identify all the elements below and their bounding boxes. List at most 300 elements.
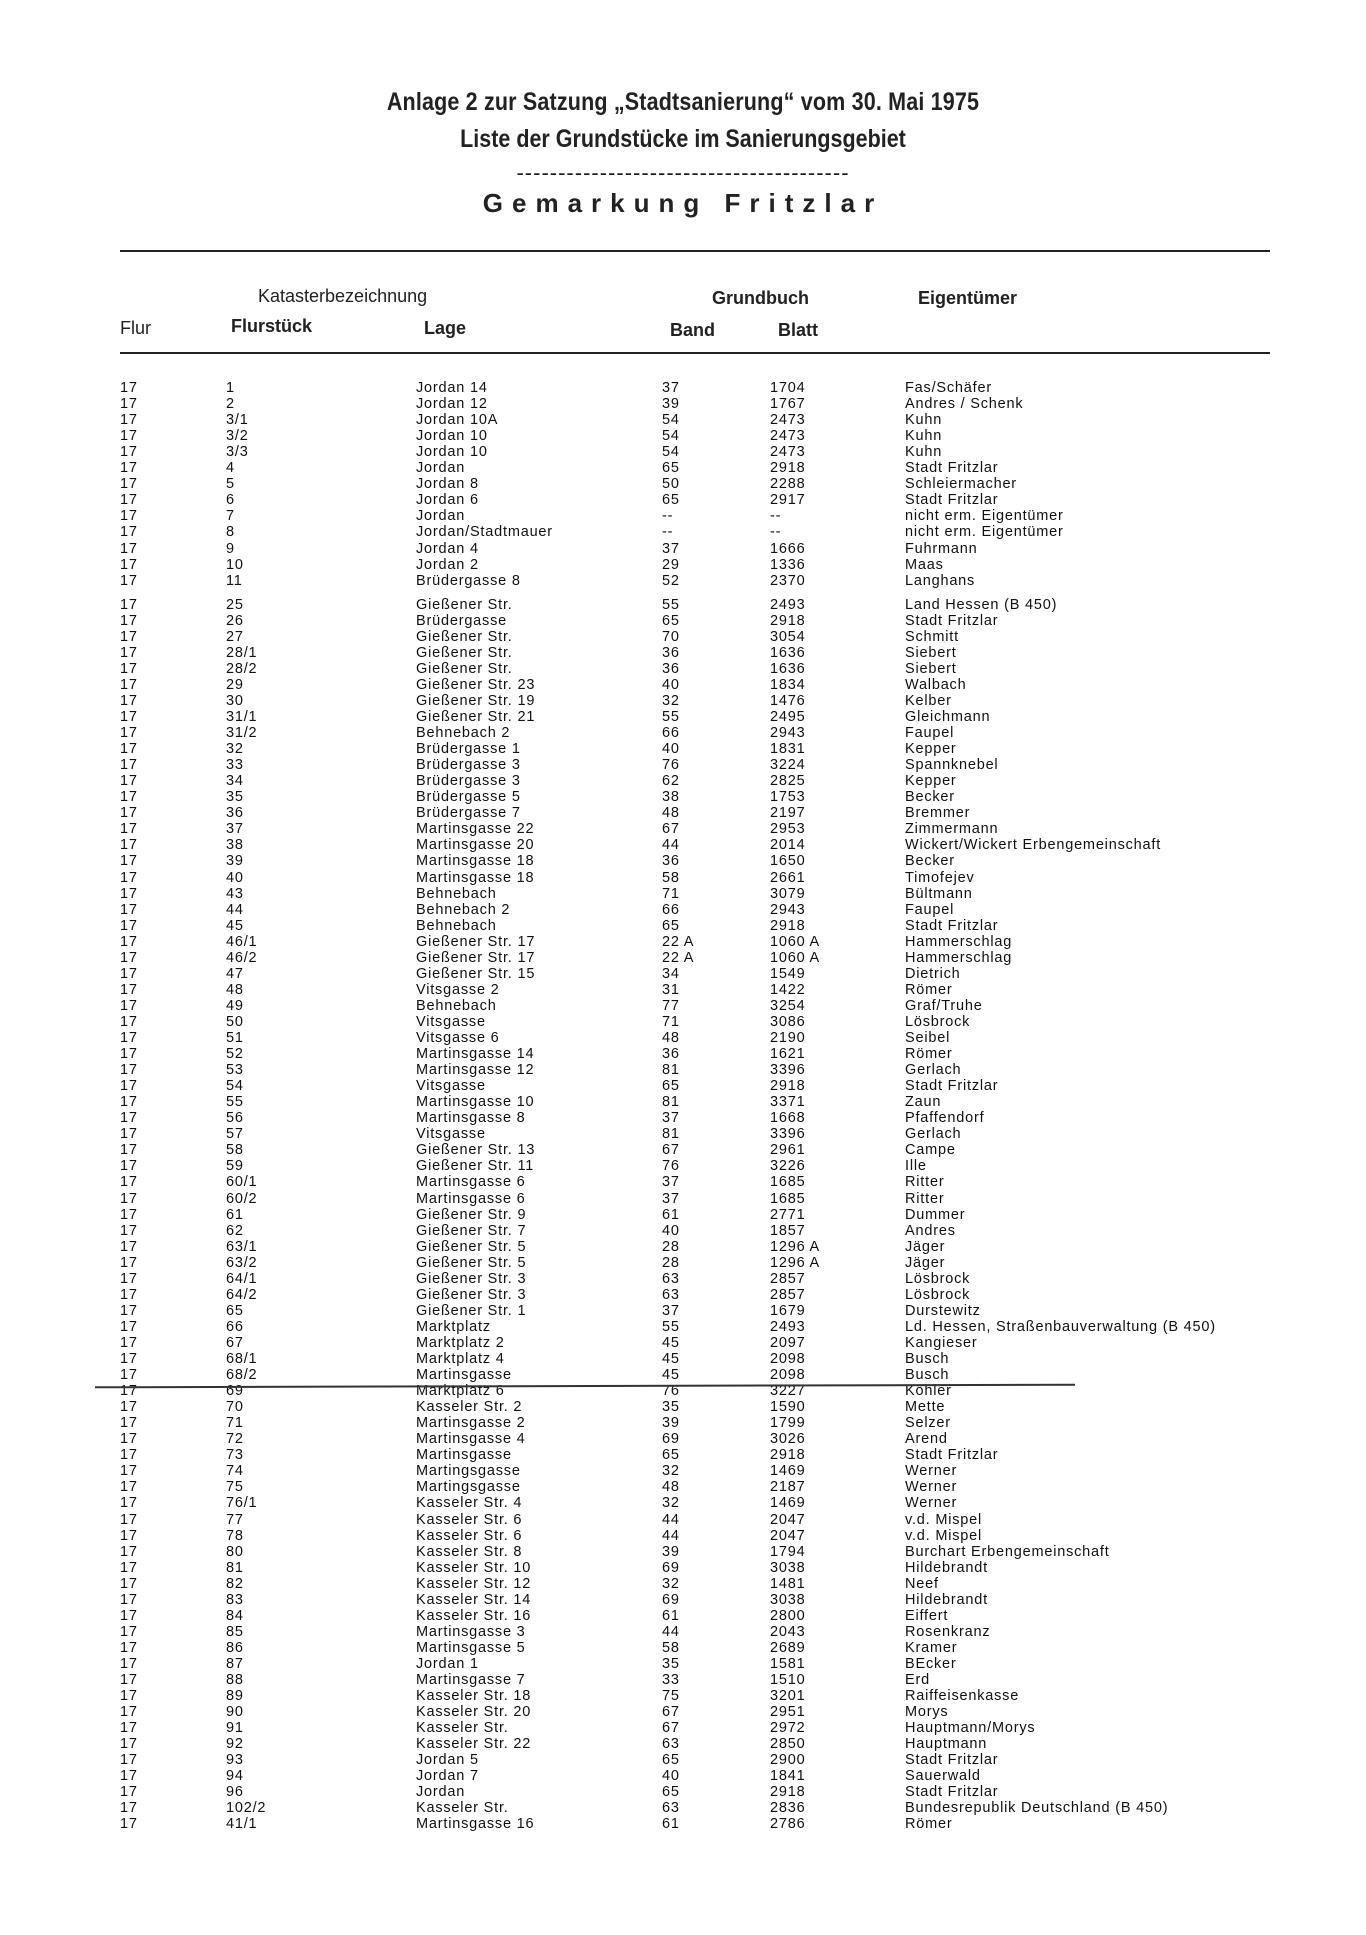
- cell-eigentuemer: Stadt Fritzlar: [905, 1447, 999, 1464]
- cell-lage: Jordan 10: [416, 428, 488, 445]
- cell-blatt: 2972: [770, 1720, 806, 1737]
- table-row: [0, 837, 1366, 853]
- cell-blatt: 1767: [770, 396, 806, 413]
- cell-flurstueck: 47: [226, 965, 244, 982]
- cell-flurstueck: 2: [226, 396, 235, 413]
- cell-flurstueck: 89: [226, 1688, 244, 1705]
- cell-flurstueck: 46/1: [226, 933, 258, 950]
- cell-blatt: 1857: [770, 1222, 806, 1239]
- cell-flurstueck: 73: [226, 1447, 244, 1464]
- cell-band: 44: [662, 1527, 680, 1544]
- cell-flurstueck: 53: [226, 1062, 244, 1079]
- table-row: [0, 853, 1366, 869]
- cell-lage: Gießener Str. 17: [416, 933, 536, 950]
- cell-flurstueck: 36: [226, 805, 244, 822]
- table-row: [0, 1560, 1366, 1576]
- cell-lage: Martingsgasse: [416, 1463, 521, 1480]
- cell-lage: Kasseler Str. 18: [416, 1688, 532, 1705]
- table-row: [0, 1126, 1366, 1142]
- cell-lage: Martinsgasse 12: [416, 1062, 535, 1079]
- table-row: [0, 1528, 1366, 1544]
- cell-lage: Martinsgasse 14: [416, 1046, 535, 1063]
- cell-band: 32: [662, 1575, 680, 1592]
- cell-blatt: 2098: [770, 1351, 806, 1367]
- cell-blatt: 2918: [770, 1784, 806, 1801]
- cell-lage: Kasseler Str. 20: [416, 1704, 532, 1721]
- cell-eigentuemer: Gerlach: [905, 1062, 962, 1079]
- cell-band: 61: [662, 1816, 680, 1833]
- cell-flur: 17: [120, 396, 138, 413]
- table-row: [0, 1640, 1366, 1656]
- cell-flur: 17: [120, 1655, 138, 1672]
- cell-eigentuemer: Hammerschlag: [905, 933, 1013, 950]
- cell-flurstueck: 31/1: [226, 709, 258, 725]
- cell-blatt: 3226: [770, 1158, 806, 1175]
- cell-eigentuemer: Kangieser: [905, 1334, 978, 1351]
- cell-eigentuemer: Kramer: [905, 1639, 958, 1656]
- cell-flurstueck: 65: [226, 1302, 244, 1319]
- table-row: [0, 1174, 1366, 1190]
- cell-blatt: 1636: [770, 660, 806, 677]
- table-row: [0, 902, 1366, 918]
- cell-eigentuemer: Bundesrepublik Deutschland (B 450): [905, 1800, 1169, 1817]
- cell-blatt: 1296 A: [770, 1238, 820, 1255]
- cell-blatt: 1590: [770, 1399, 806, 1416]
- cell-flurstueck: 90: [226, 1704, 244, 1721]
- table-row: [0, 1592, 1366, 1608]
- table-row: [0, 982, 1366, 998]
- table-row: [0, 428, 1366, 444]
- table-row: [0, 1046, 1366, 1062]
- cell-blatt: 3224: [770, 757, 806, 774]
- cell-blatt: 2918: [770, 460, 806, 477]
- cell-eigentuemer: Faupel: [905, 901, 955, 918]
- column-flurstueck: Flurstück: [231, 316, 313, 336]
- cell-blatt: 1704: [770, 380, 806, 396]
- cell-blatt: 1668: [770, 1110, 806, 1127]
- cell-flurstueck: 6: [226, 492, 235, 509]
- cell-flurstueck: 29: [226, 676, 244, 693]
- cell-eigentuemer: Durstewitz: [905, 1302, 981, 1319]
- cell-eigentuemer: Raiffeisenkasse: [905, 1688, 1020, 1705]
- cell-band: 37: [662, 1302, 680, 1319]
- cell-band: 36: [662, 660, 680, 677]
- cell-eigentuemer: Stadt Fritzlar: [905, 1078, 999, 1095]
- cell-eigentuemer: Werner: [905, 1495, 958, 1512]
- cell-flurstueck: 35: [226, 789, 244, 806]
- cell-eigentuemer: Kuhn: [905, 428, 943, 445]
- cell-flur: 17: [120, 1046, 138, 1063]
- cell-blatt: 2661: [770, 869, 806, 886]
- cell-flurstueck: 8: [226, 524, 235, 541]
- cell-flurstueck: 77: [226, 1511, 244, 1528]
- cell-lage: Gießener Str. 3: [416, 1270, 527, 1287]
- cell-band: 45: [662, 1367, 680, 1384]
- table-row: [0, 613, 1366, 629]
- cell-flur: 17: [120, 709, 138, 725]
- table-row: [0, 1399, 1366, 1415]
- cell-blatt: 1799: [770, 1415, 806, 1432]
- cell-lage: Marktplatz 4: [416, 1351, 505, 1367]
- table-row: [0, 1495, 1366, 1511]
- cell-lage: Kasseler Str. 16: [416, 1607, 532, 1624]
- cell-lage: Kasseler Str. 10: [416, 1559, 532, 1576]
- cell-flurstueck: 59: [226, 1158, 244, 1175]
- cell-eigentuemer: Lösbrock: [905, 1013, 971, 1030]
- cell-eigentuemer: Stadt Fritzlar: [905, 1752, 999, 1769]
- table-row: [0, 1784, 1366, 1800]
- cell-band: 32: [662, 692, 680, 709]
- table-row: [0, 508, 1366, 524]
- cell-band: 65: [662, 1784, 680, 1801]
- cell-flurstueck: 51: [226, 1030, 244, 1046]
- table-row: [0, 677, 1366, 693]
- cell-flur: 17: [120, 492, 138, 509]
- cell-eigentuemer: Werner: [905, 1463, 958, 1480]
- cell-band: 22 A: [662, 933, 695, 950]
- cell-blatt: 1650: [770, 853, 806, 870]
- cell-eigentuemer: Zaun: [905, 1094, 942, 1111]
- table-row: [0, 789, 1366, 805]
- cell-band: 32: [662, 1495, 680, 1512]
- cell-flur: 17: [120, 1688, 138, 1705]
- cell-flur: 17: [120, 428, 138, 445]
- cell-flurstueck: 88: [226, 1672, 244, 1688]
- cell-eigentuemer: Kepper: [905, 773, 957, 790]
- cell-flur: 17: [120, 1094, 138, 1111]
- cell-lage: Gießener Str. 11: [416, 1158, 535, 1175]
- cell-blatt: 2098: [770, 1367, 806, 1384]
- cell-band: 39: [662, 1415, 680, 1432]
- cell-lage: Jordan/Stadtmauer: [416, 524, 553, 541]
- cell-flur: 17: [120, 1607, 138, 1624]
- cell-eigentuemer: Stadt Fritzlar: [905, 492, 999, 509]
- cell-flur: 17: [120, 1784, 138, 1801]
- cell-flur: 17: [120, 1463, 138, 1480]
- cell-flurstueck: 75: [226, 1479, 244, 1496]
- cell-band: 48: [662, 1030, 680, 1046]
- cell-lage: Gießener Str. 5: [416, 1254, 527, 1271]
- cell-eigentuemer: Campe: [905, 1142, 956, 1159]
- cell-band: 63: [662, 1800, 680, 1817]
- cell-flurstueck: 63/2: [226, 1254, 258, 1271]
- table-row: [0, 661, 1366, 677]
- cell-eigentuemer: Hauptmann: [905, 1736, 988, 1753]
- cell-blatt: 2825: [770, 773, 806, 790]
- cell-flur: 17: [120, 981, 138, 998]
- cell-lage: Gießener Str. 19: [416, 692, 536, 709]
- cell-lage: Martinsgasse: [416, 1447, 512, 1464]
- cell-lage: Behnebach 2: [416, 725, 511, 742]
- cell-eigentuemer: Dummer: [905, 1206, 966, 1223]
- cell-flur: 17: [120, 508, 138, 525]
- cell-blatt: 1336: [770, 556, 806, 573]
- cell-band: 65: [662, 612, 680, 629]
- cell-blatt: 2953: [770, 821, 806, 838]
- cell-lage: Martingsgasse: [416, 1479, 521, 1496]
- cell-flur: 17: [120, 821, 138, 838]
- cell-flur: 17: [120, 1383, 138, 1400]
- cell-eigentuemer: Hildebrandt: [905, 1559, 988, 1576]
- cell-band: 52: [662, 572, 680, 589]
- cell-flurstueck: 82: [226, 1575, 244, 1592]
- cell-flurstueck: 26: [226, 612, 244, 629]
- cell-lage: Jordan 2: [416, 556, 479, 573]
- table-row: [0, 412, 1366, 428]
- table-row: [0, 380, 1366, 396]
- cell-flur: 17: [120, 1543, 138, 1560]
- cell-lage: Jordan: [416, 460, 466, 477]
- cell-blatt: 1621: [770, 1046, 806, 1063]
- table-row: [0, 1319, 1366, 1335]
- cell-lage: Martinsgasse 18: [416, 869, 535, 886]
- cell-lage: Gießener Str.: [416, 660, 513, 677]
- table-row: [0, 1608, 1366, 1624]
- cell-eigentuemer: Graf/Truhe: [905, 997, 983, 1014]
- cell-eigentuemer: Fuhrmann: [905, 540, 978, 557]
- cell-blatt: 2857: [770, 1270, 806, 1287]
- table-row: [0, 966, 1366, 982]
- cell-lage: Vitsgasse 6: [416, 1030, 500, 1046]
- cell-band: 55: [662, 709, 680, 725]
- cell-eigentuemer: Rosenkranz: [905, 1623, 991, 1640]
- cell-flurstueck: 50: [226, 1013, 244, 1030]
- cell-band: 65: [662, 1752, 680, 1769]
- cell-band: 63: [662, 1286, 680, 1303]
- cell-eigentuemer: Gerlach: [905, 1126, 962, 1143]
- table-row: [0, 934, 1366, 950]
- cell-flur: 17: [120, 644, 138, 661]
- cell-flur: 17: [120, 1431, 138, 1448]
- cell-flurstueck: 33: [226, 757, 244, 774]
- cell-flurstueck: 62: [226, 1222, 244, 1239]
- cell-flur: 17: [120, 1110, 138, 1127]
- cell-blatt: 2473: [770, 412, 806, 429]
- cell-band: 22 A: [662, 949, 695, 966]
- cell-flurstueck: 3/2: [226, 428, 249, 445]
- table-row: [0, 1335, 1366, 1351]
- cell-band: 61: [662, 1607, 680, 1624]
- document-title: Anlage 2 zur Satzung „Stadtsanierung“ vom 30. Mai 1975: [386, 88, 980, 116]
- cell-blatt: 2918: [770, 1078, 806, 1095]
- cell-lage: Vitsgasse: [416, 1013, 486, 1030]
- cell-eigentuemer: Ritter: [905, 1174, 945, 1191]
- cell-lage: Martinsgasse 10: [416, 1094, 535, 1111]
- cell-flur: 17: [120, 676, 138, 693]
- table-row: [0, 1624, 1366, 1640]
- table-row: [0, 1688, 1366, 1704]
- cell-flurstueck: 4: [226, 460, 235, 477]
- cell-flurstueck: 28/2: [226, 660, 258, 677]
- table-row: [0, 725, 1366, 741]
- cell-flur: 17: [120, 1720, 138, 1737]
- cell-flur: 17: [120, 1190, 138, 1207]
- cell-flurstueck: 43: [226, 885, 244, 902]
- cell-lage: Marktplatz: [416, 1318, 491, 1335]
- cell-flur: 17: [120, 1286, 138, 1303]
- cell-blatt: 2370: [770, 572, 806, 589]
- cell-band: 35: [662, 1655, 680, 1672]
- cell-lage: Gießener Str.: [416, 596, 513, 613]
- cell-band: 39: [662, 396, 680, 413]
- cell-flur: 17: [120, 1302, 138, 1319]
- table-row: [0, 998, 1366, 1014]
- cell-band: 39: [662, 1543, 680, 1560]
- cell-band: 55: [662, 1318, 680, 1335]
- table-row: [0, 1062, 1366, 1078]
- cell-lage: Jordan 6: [416, 492, 479, 509]
- cell-blatt: 3254: [770, 997, 806, 1014]
- cell-blatt: 2047: [770, 1527, 806, 1544]
- cell-blatt: 1685: [770, 1174, 806, 1191]
- cell-band: 67: [662, 1720, 680, 1737]
- cell-band: 48: [662, 805, 680, 822]
- cell-band: 54: [662, 428, 680, 445]
- cell-blatt: 1834: [770, 676, 806, 693]
- cell-eigentuemer: Morys: [905, 1704, 949, 1721]
- table-row: [0, 1030, 1366, 1046]
- table-row: [0, 1078, 1366, 1094]
- cell-eigentuemer: Lösbrock: [905, 1270, 971, 1287]
- table-row: [0, 492, 1366, 508]
- cell-flurstueck: 102/2: [226, 1800, 267, 1817]
- cell-band: 69: [662, 1431, 680, 1448]
- cell-eigentuemer: Stadt Fritzlar: [905, 612, 999, 629]
- cell-eigentuemer: Andres: [905, 1222, 956, 1239]
- cell-lage: Martinsgasse 4: [416, 1431, 526, 1448]
- cell-lage: Jordan: [416, 508, 466, 525]
- table-row: [0, 396, 1366, 412]
- table-row: [0, 645, 1366, 661]
- cell-blatt: 1753: [770, 789, 806, 806]
- cell-flurstueck: 54: [226, 1078, 244, 1095]
- cell-eigentuemer: Hammerschlag: [905, 949, 1013, 966]
- cell-flurstueck: 44: [226, 901, 244, 918]
- table-row: [0, 1094, 1366, 1110]
- cell-band: 76: [662, 1158, 680, 1175]
- title-separator: ----------------------------------------: [516, 160, 850, 185]
- cell-band: 37: [662, 1190, 680, 1207]
- cell-flurstueck: 60/2: [226, 1190, 258, 1207]
- cell-lage: Martinsgasse 22: [416, 821, 535, 838]
- cell-blatt: 1469: [770, 1495, 806, 1512]
- cell-lage: Behnebach: [416, 997, 497, 1014]
- cell-band: 81: [662, 1094, 680, 1111]
- cell-band: 48: [662, 1479, 680, 1496]
- cell-lage: Brüdergasse 3: [416, 773, 521, 790]
- cell-flurstueck: 56: [226, 1110, 244, 1127]
- table-row: [0, 1351, 1366, 1367]
- cell-lage: Gießener Str.: [416, 644, 513, 661]
- cell-blatt: 3038: [770, 1559, 806, 1576]
- cell-lage: Jordan 14: [416, 380, 488, 396]
- cell-flur: 17: [120, 1511, 138, 1528]
- cell-flur: 17: [120, 1222, 138, 1239]
- cell-blatt: 2097: [770, 1334, 806, 1351]
- table-row: [0, 476, 1366, 492]
- cell-band: 65: [662, 917, 680, 934]
- cell-eigentuemer: Kelber: [905, 692, 952, 709]
- cell-flur: 17: [120, 1013, 138, 1030]
- cell-band: 40: [662, 1222, 680, 1239]
- cell-flur: 17: [120, 773, 138, 790]
- cell-flurstueck: 52: [226, 1046, 244, 1063]
- cell-eigentuemer: Stadt Fritzlar: [905, 1784, 999, 1801]
- cell-eigentuemer: Spannknebel: [905, 757, 999, 774]
- cell-blatt: 1549: [770, 965, 806, 982]
- cell-flur: 17: [120, 1318, 138, 1335]
- cell-blatt: 2197: [770, 805, 806, 822]
- cell-blatt: 2943: [770, 901, 806, 918]
- table-row: [0, 1752, 1366, 1768]
- cell-band: 54: [662, 444, 680, 461]
- cell-blatt: 3227: [770, 1383, 806, 1400]
- cell-lage: Brüdergasse 1: [416, 741, 521, 758]
- table-row: [0, 821, 1366, 837]
- cell-blatt: 2473: [770, 428, 806, 445]
- cell-blatt: 1510: [770, 1672, 806, 1688]
- cell-flurstueck: 85: [226, 1623, 244, 1640]
- cell-flur: 17: [120, 1415, 138, 1432]
- cell-band: --: [662, 508, 674, 525]
- cell-blatt: 3396: [770, 1126, 806, 1143]
- cell-band: 36: [662, 1046, 680, 1063]
- cell-eigentuemer: Köhler: [905, 1383, 952, 1400]
- table-row: [0, 805, 1366, 821]
- cell-blatt: 3054: [770, 628, 806, 645]
- cell-lage: Kasseler Str.: [416, 1800, 509, 1817]
- cell-eigentuemer: Sauerwald: [905, 1768, 981, 1785]
- table-row: [0, 460, 1366, 476]
- table-row: [0, 1223, 1366, 1239]
- cell-band: 40: [662, 1768, 680, 1785]
- cell-band: 35: [662, 1399, 680, 1416]
- cell-lage: Brüdergasse 5: [416, 789, 521, 806]
- cell-eigentuemer: Walbach: [905, 676, 967, 693]
- cell-flurstueck: 30: [226, 692, 244, 709]
- cell-band: 63: [662, 1736, 680, 1753]
- cell-band: 65: [662, 492, 680, 509]
- cell-flur: 17: [120, 917, 138, 934]
- cell-blatt: 1060 A: [770, 933, 820, 950]
- cell-band: 40: [662, 676, 680, 693]
- cell-flur: 17: [120, 692, 138, 709]
- cell-band: 44: [662, 1623, 680, 1640]
- cell-flur: 17: [120, 1527, 138, 1544]
- cell-flur: 17: [120, 1238, 138, 1255]
- cell-flur: 17: [120, 660, 138, 677]
- cell-band: 40: [662, 741, 680, 758]
- cell-lage: Kasseler Str. 2: [416, 1399, 523, 1416]
- cell-band: 28: [662, 1254, 680, 1271]
- cell-blatt: 2493: [770, 596, 806, 613]
- cell-band: 54: [662, 412, 680, 429]
- cell-flur: 17: [120, 741, 138, 758]
- cell-eigentuemer: Lösbrock: [905, 1286, 971, 1303]
- cell-lage: Gießener Str. 15: [416, 965, 536, 982]
- cell-flur: 17: [120, 1142, 138, 1159]
- cell-flur: 17: [120, 1351, 138, 1367]
- cell-flur: 17: [120, 757, 138, 774]
- document-subtitle: Liste der Grundstücke im Sanierungsgebiet: [460, 125, 906, 153]
- cell-flurstueck: 68/2: [226, 1367, 258, 1384]
- cell-flurstueck: 81: [226, 1559, 244, 1576]
- cell-eigentuemer: Fas/Schäfer: [905, 380, 992, 396]
- cell-eigentuemer: Bremmer: [905, 805, 971, 822]
- cell-flurstueck: 39: [226, 853, 244, 870]
- cell-band: 66: [662, 901, 680, 918]
- table-row: [0, 693, 1366, 709]
